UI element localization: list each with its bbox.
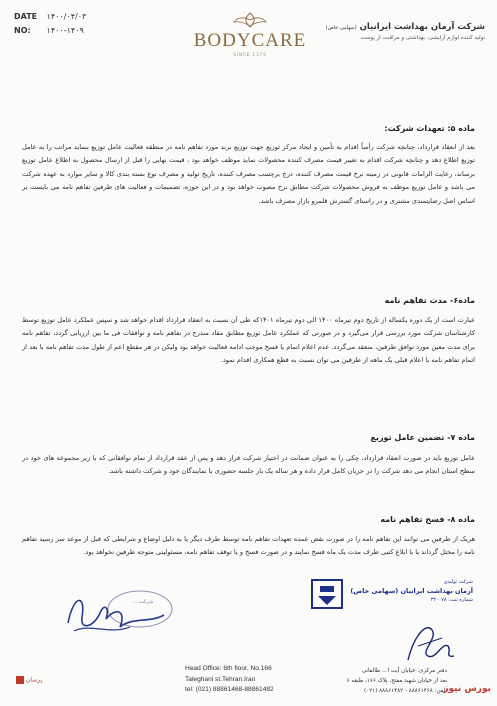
section-body-article-8: هریک از طرفین می توانند این تفاهم نامه را در صورت نقض عمده تعهدات تفاهم نامه توسط طرف دیگر یا به دلیل اوضاع و شرایطی که قبل از موعد سر رسید تفاهم نامه را مختل گرداند یا با ابلاغ کتبی طرف مدت یک ماه فسخ نمایند و در صورت فسخ و یا توقف تفاهم نامه، مسئولیتی متوجه طرفین نخواهد بود. (22, 535, 475, 557)
logo-text: BODYCARE (193, 30, 307, 51)
footer-en-line-1: Head Office: 6th floor, No.166 (185, 665, 272, 672)
section-body-article-5: بعد از انعقاد قرارداد، چنانچه شرکت رأساً اقدام به تأمین و ایجاد مرکز توزیع جهت توزیع برند مورد تفاهم نامه در منطقه فعالیت عامل توزیع بنماید مراتب را به عامل توزیع اطلاع دهد و چنانچه شرکت اقدام به تغییر قیمت مصرف کننده محصولات نماید موظف خواهد بود ، قیمت نهایی را قبل از ارسال محصول به اطلاع عامل توزیع برساند، رعایت الزامات قانونی در زمینه نرخ قیمت مصرف کننده، درج برچسب مصرف کننده، تاریخ تولید و مصرف نوع بسته بندی کالا و سایر موارد به عهده شرکت می باشد و عامل توزیع موظف به فروش محصولات شرکت مطابق نرخ مصوب خواهد بود و در این حوزه، تصمیمات و فعالیت های طرفین تفاهم نامه می بایست بر اساس اصل رضایتمندی مشتری و در راستای گسترش قلمرو بازار مصرف باشد. (22, 143, 475, 205)
section-title-article-7: ماده ۷- تضمین عامل توزیع (370, 433, 475, 442)
stamp-line-3: شماره ثبت: ۳۳۰۰۷۸ (430, 597, 473, 603)
logo-tagline: SINCE 1379 (233, 52, 267, 57)
number-value: ۱۴۰۰-۱۴۰۹ (46, 26, 84, 35)
date-value: ۱۴۰۰/۰۴/۰۳ (46, 12, 87, 21)
right-stamp-text (348, 578, 473, 605)
right-company-stamp (308, 578, 473, 668)
footer-fa-line-3: تلفن: ۸۸۸۶۱۴۶۸ - ۸۸۸۶۱۴۸۲ (۰۲۱) (363, 688, 447, 694)
watermark-right: بورس نیوز (443, 684, 491, 694)
footer-en-line-2: Taleghani st.Tehran.Iran (185, 675, 256, 683)
left-stamp-text: شرکت ... (132, 599, 154, 605)
stamp-logo-icon (308, 578, 348, 614)
company-type: (سهامی خاص) (325, 25, 357, 31)
watermark-left (16, 676, 42, 684)
date-label: DATE (14, 12, 38, 21)
left-signature-stamp (60, 583, 175, 643)
section-body-article-6: عبارت است از یک دوره یکساله از تاریخ دوم تیرماه ۱۴۰۰ الی دوم تیرماه ۱۴۰۱که طی آن نسبت به انعقاد قرارداد اقدام خواهد شد و سپس عملکرد عامل توزیع توسط کارشناسان شرکت مورد بررسی قرار می‌گیرد و در صورتی که عملکرد عامل توزیع مطابق مفاد مندرج در تفاهم نامه و توافقات فی ما بین ارزیابی گردد، تفاهم نامه برای مدت معین مورد توافق طرفین، منعقد می‌گردد. عدم اعلام اتمام یا فسخ موجب ادامه فعالیت خواهد بود ولیکن در هر مقطع اعم از طول مدت تفاهم نامه یا بعد از اتمام تفاهم نامه با اعلام قبلی یک ماهه از طرفین می توان نسبت به قطع همکاری اقدام نمود. (22, 316, 475, 365)
section-body-article-7: عامل توزیع باید در صورت انعقاد قرارداد، چکی را به عنوان ضمانت در اختیار شرکت قرار دهد و پس از عقد قرارداد از تمام توافقاتی که با زیر مجموعه های خود در سطح استان انجام می دهد شرکت را در جریان کامل قرار داده و هر ساله یک بار جلسه حضوری با نمایندگان خود و شرکت داشته باشد. (22, 454, 475, 476)
company-header (315, 22, 485, 41)
number-row (14, 24, 124, 38)
logo-ornament-icon (231, 12, 269, 28)
footer-fa-line-1: دفتر مرکزی: خیابان آیت ا... طالقانی (361, 668, 447, 674)
stamp-line-2: آرمان بهداشت ایرانیان (سهامی خاص) (350, 587, 473, 595)
footer-address-fa (297, 666, 447, 696)
date-row (14, 10, 124, 24)
signature-right-icon (398, 616, 458, 666)
company-subtitle: تولید کننده لوازم آرایشی، بهداشتی و مراقبت از پوست (360, 35, 485, 41)
company-logo (190, 12, 310, 57)
number-label: NO: (14, 26, 31, 35)
section-title-article-6: ماده۶- مدت تفاهم نامه (384, 296, 475, 305)
footer-fa-line-2: بعد از خیابان شهید مفتح، پلاک ۱۶۶، طبقه ۶ (346, 678, 447, 684)
signature-left-icon (60, 583, 175, 643)
section-title-article-5: ماده ۵: تعهدات شرکت: (384, 124, 475, 133)
company-name (315, 22, 485, 32)
watermark-left-text: پرسان (25, 676, 43, 684)
stamp-line-1: شرکت تولیدی (443, 579, 473, 585)
footer-address-en (185, 664, 305, 696)
footer-en-line-3: tel: (021) 88861468-88861482 (185, 686, 274, 693)
section-title-article-8: ماده ۸- فسخ تفاهم نامه (380, 515, 475, 524)
watermark-logo-icon (16, 676, 24, 684)
company-name-text: شرکت آرمان بهداشت ایرانیان (359, 22, 485, 32)
document-meta (14, 10, 124, 38)
